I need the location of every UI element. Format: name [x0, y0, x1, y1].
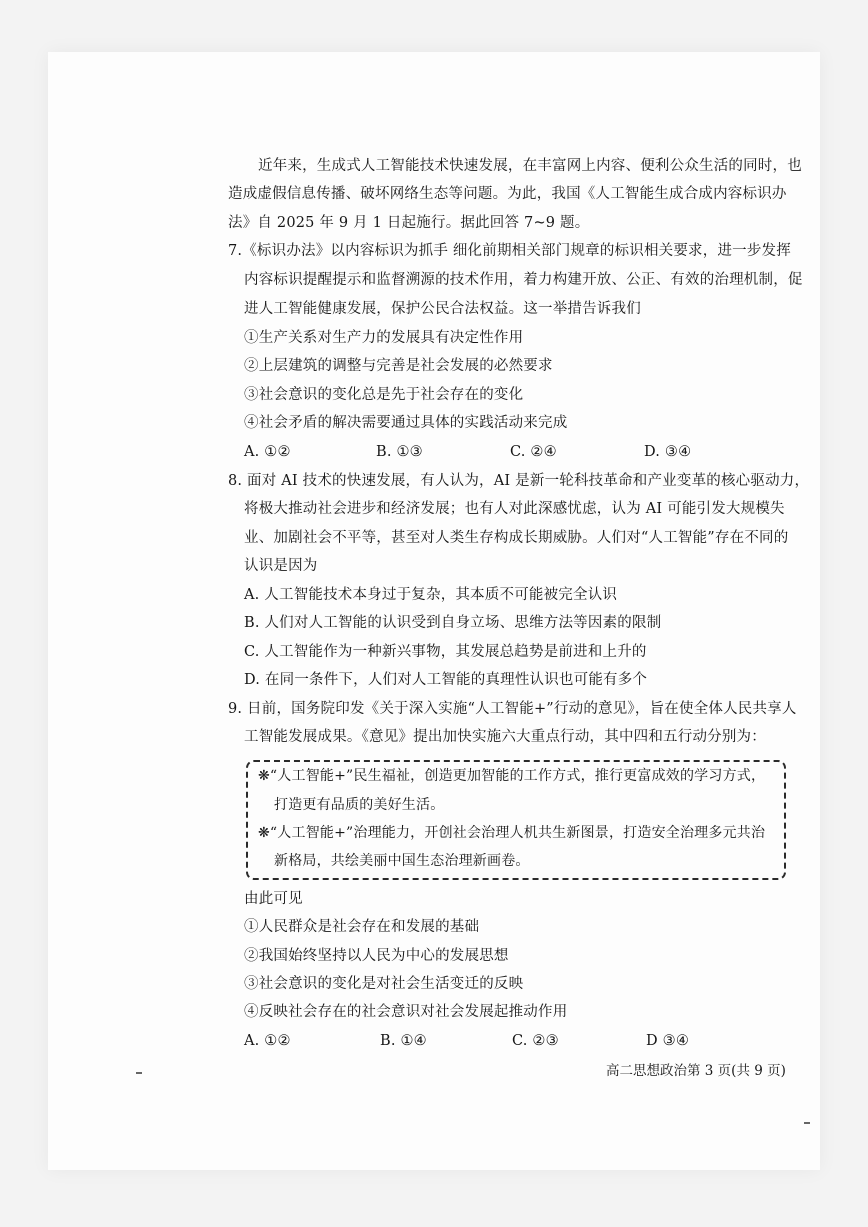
q7-option-b: B. ①③	[376, 444, 423, 460]
q7-item-2: ②上层建筑的调整与完善是社会发展的必然要求	[244, 358, 553, 374]
intro-line-2: 造成虚假信息传播、破坏网络生态等问题。为此，我国《人工智能生成合成内容标识办	[228, 186, 787, 202]
intro-line-1: 近年来，生成式人工智能技术快速发展，在丰富网上内容、便利公众生活的同时，也	[258, 158, 802, 174]
q8-option-a: A. 人工智能技术本身过于复杂，其本质不可能被完全认识	[244, 587, 618, 603]
q7-stem-line-2: 内容标识提醒提示和监督溯源的技术作用，着力构建开放、公正、有效的治理机制，促	[244, 272, 803, 288]
q7-option-a: A. ①②	[244, 444, 291, 460]
scan-speck	[804, 1122, 810, 1124]
q7-item-1: ①生产关系对生产力的发展具有决定性作用	[244, 330, 524, 346]
q9-option-c: C. ②③	[512, 1033, 559, 1049]
q9-box-line-3: ❋“人工智能+”治理能力，开创社会治理人机共生新图景，打造安全治理多元共治	[258, 825, 766, 841]
q9-item-4: ④反映社会存在的社会意识对社会发展起推动作用	[244, 1004, 568, 1020]
q8-stem-line-4: 认识是因为	[244, 558, 318, 574]
q9-item-2: ②我国始终坚持以人民为中心的发展思想	[244, 948, 509, 964]
q9-item-1: ①人民群众是社会存在和发展的基础	[244, 919, 480, 935]
q7-stem-line-1: 7.《标识办法》以内容标识为抓手 细化前期相关部门规章的标识相关要求，进一步发挥	[228, 243, 791, 259]
q7-item-3: ③社会意识的变化总是先于社会存在的变化	[244, 387, 524, 403]
q9-box-line-2: 打造更有品质的美好生活。	[274, 797, 445, 813]
q9-option-d: D ③④	[646, 1033, 690, 1049]
q8-option-b: B. 人们对人工智能的认识受到自身立场、思维方法等因素的限制	[244, 615, 662, 631]
q9-item-3: ③社会意识的变化是对社会生活变迁的反映	[244, 976, 524, 992]
q9-stem-line-1: 9. 日前，国务院印发《关于深入实施“人工智能+”行动的意见》，旨在使全体人民共享人	[228, 701, 797, 717]
q9-option-b: B. ①④	[380, 1033, 427, 1049]
q7-stem-line-3: 进人工智能健康发展，保护公民合法权益。这一举措告诉我们	[244, 301, 641, 317]
q9-lead: 由此可见	[244, 891, 303, 907]
q8-stem-line-2: 将极大推动社会进步和经济发展；也有人对此深感忧虑，认为 AI 可能引发大规模失	[244, 501, 785, 517]
q8-stem-line-3: 业、加剧社会不平等，甚至对人类生存构成长期威胁。人们对“人工智能”存在不同的	[244, 530, 789, 546]
q9-box-line-4: 新格局，共绘美丽中国生态治理新画卷。	[274, 853, 530, 869]
q9-box-line-1: ❋“人工智能+”民生福祉，创造更加智能的工作方式，推行更富成效的学习方式，	[258, 768, 766, 784]
intro-line-3: 法》自 2025 年 9 月 1 日起施行。据此回答 7~9 题。	[228, 215, 590, 231]
q7-option-c: C. ②④	[510, 444, 557, 460]
q8-stem-line-1: 8. 面对 AI 技术的快速发展，有人认为，AI 是新一轮科技革命和产业变革的核心驱动力，	[228, 473, 810, 489]
q8-option-c: C. 人工智能作为一种新兴事物，其发展总趋势是前进和上升的	[244, 644, 647, 660]
q7-item-4: ④社会矛盾的解决需要通过具体的实践活动来完成	[244, 415, 568, 431]
q9-option-a: A. ①②	[244, 1033, 291, 1049]
scan-speck	[136, 1072, 142, 1074]
q8-option-d: D. 在同一条件下，人们对人工智能的真理性认识也可能有多个	[244, 672, 648, 688]
q9-stem-line-2: 工智能发展成果。《意见》提出加快实施六大重点行动，其中四和五行动分别为：	[244, 729, 766, 745]
page-footer: 高二思想政治第 3 页(共 9 页)	[606, 1063, 786, 1079]
q7-option-d: D. ③④	[644, 444, 692, 460]
